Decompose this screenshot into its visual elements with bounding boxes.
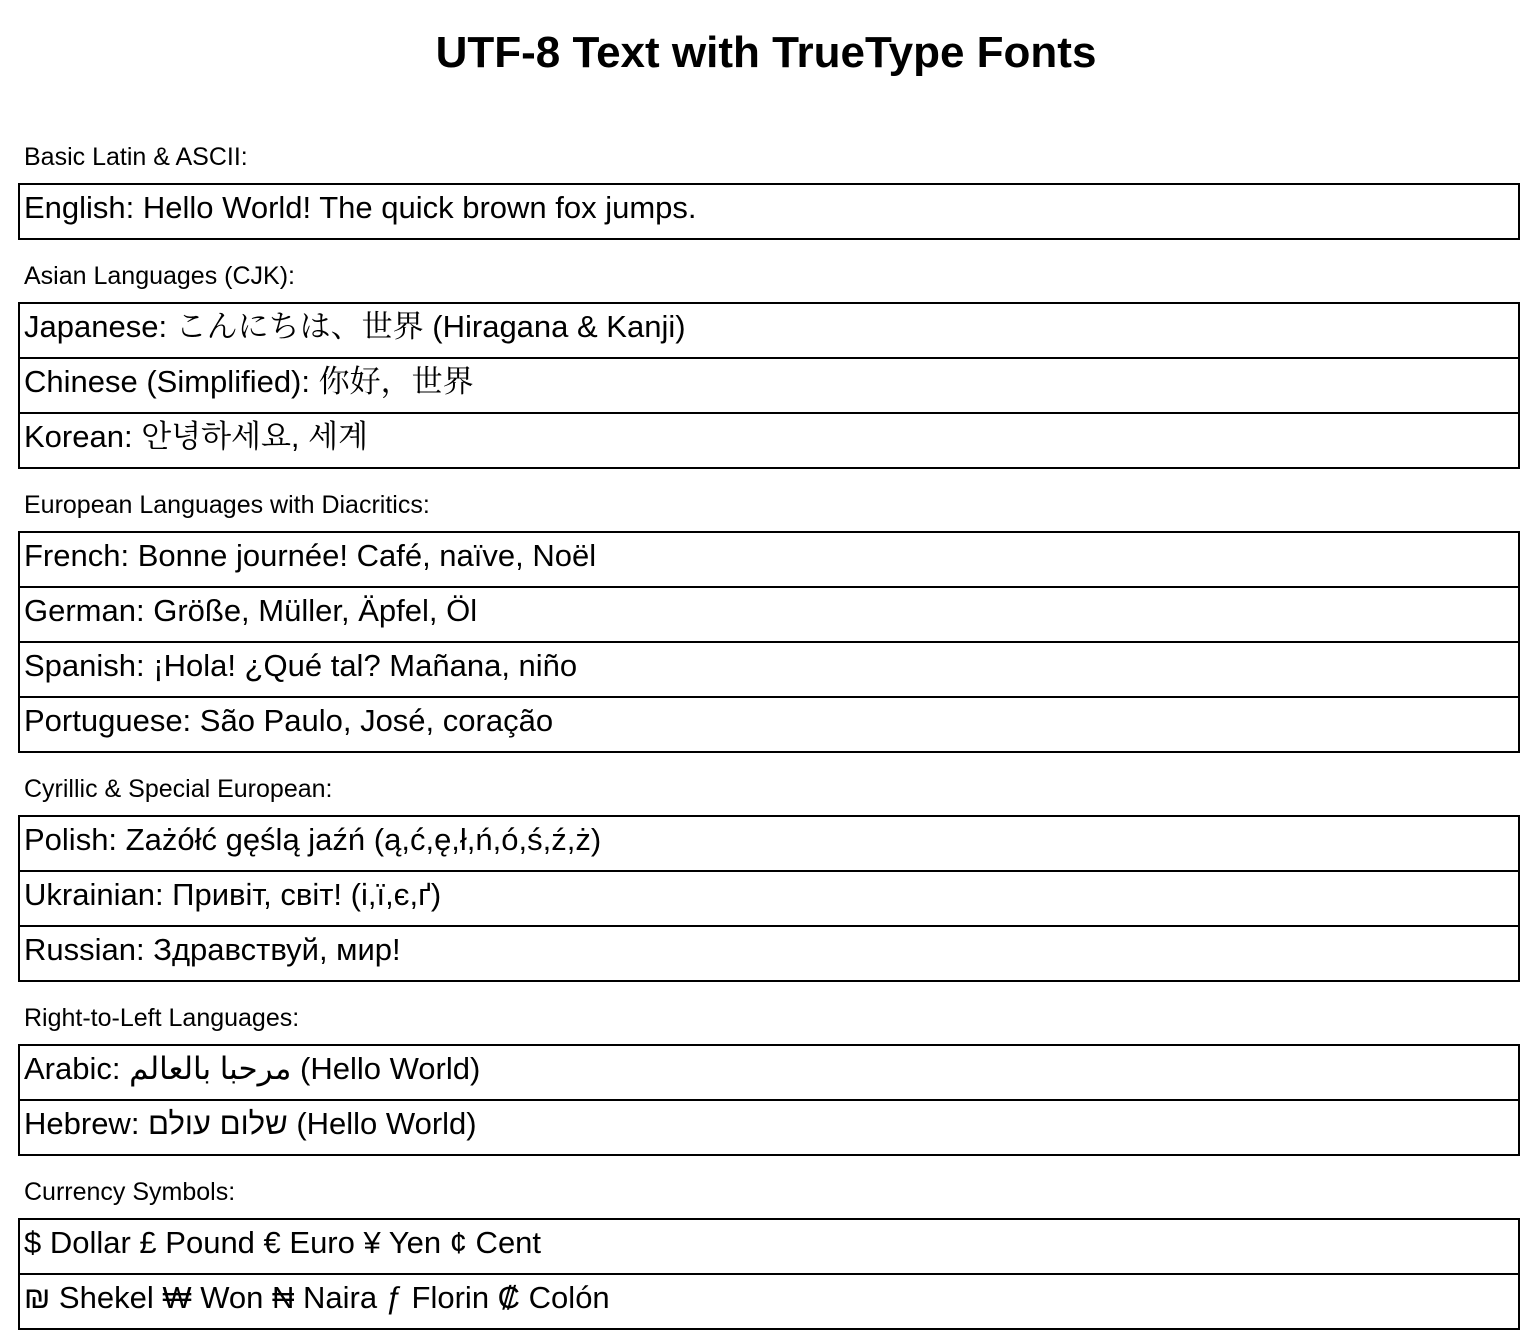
text-row-polish: Polish: Zażółć gęślą jaźń (ą,ć,ę,ł,ń,ó,ś,ź,ż): [20, 817, 1518, 872]
text-row-russian: Russian: Здравствуй, мир!: [20, 927, 1518, 982]
text-row-hebrew: Hebrew: שלום עולם (Hello World): [20, 1101, 1518, 1156]
text-row-korean: Korean: 안녕하세요, 세계: [20, 414, 1518, 469]
section-basic-latin: [18, 183, 1520, 240]
page-title: UTF-8 Text with TrueType Fonts: [435, 28, 1097, 77]
text-row-spanish: Spanish: ¡Hola! ¿Qué tal? Mañana, niño: [20, 643, 1518, 698]
text-row-arabic: Arabic: مرحبا بالعالم (Hello World): [20, 1046, 1518, 1101]
text-row-portuguese: Portuguese: São Paulo, José, coração: [20, 698, 1518, 753]
text-row-english: English: Hello World! The quick brown fox jumps.: [20, 185, 1518, 240]
section-asian-languages: [18, 302, 1520, 469]
section-label-asian-languages: Asian Languages (CJK):: [24, 262, 295, 290]
text-row-currency-2: ₪ Shekel ₩ Won ₦ Naira ƒ Florin ₡ Colón: [20, 1275, 1518, 1330]
section-cyrillic: [18, 815, 1520, 982]
text-row-japanese: Japanese: こんにちは、世界 (Hiragana & Kanji): [20, 304, 1518, 359]
text-row-french: French: Bonne journée! Café, naïve, Noël: [20, 533, 1518, 588]
text-row-chinese: Chinese (Simplified): 你好，世界: [20, 359, 1518, 414]
section-european-languages: [18, 531, 1520, 753]
text-row-german: German: Größe, Müller, Äpfel, Öl: [20, 588, 1518, 643]
section-rtl-languages: [18, 1044, 1520, 1156]
text-row-ukrainian: Ukrainian: Привіт, світ! (і,ї,є,ґ): [20, 872, 1518, 927]
section-label-cyrillic: Cyrillic & Special European:: [24, 775, 333, 803]
text-row-currency-1: $ Dollar £ Pound € Euro ¥ Yen ¢ Cent: [20, 1220, 1518, 1275]
section-label-european-languages: European Languages with Diacritics:: [24, 491, 430, 519]
section-label-rtl-languages: Right-to-Left Languages:: [24, 1004, 300, 1032]
section-label-currency: Currency Symbols:: [24, 1178, 236, 1206]
section-currency: [18, 1218, 1520, 1330]
section-label-basic-latin: Basic Latin & ASCII:: [24, 143, 248, 171]
